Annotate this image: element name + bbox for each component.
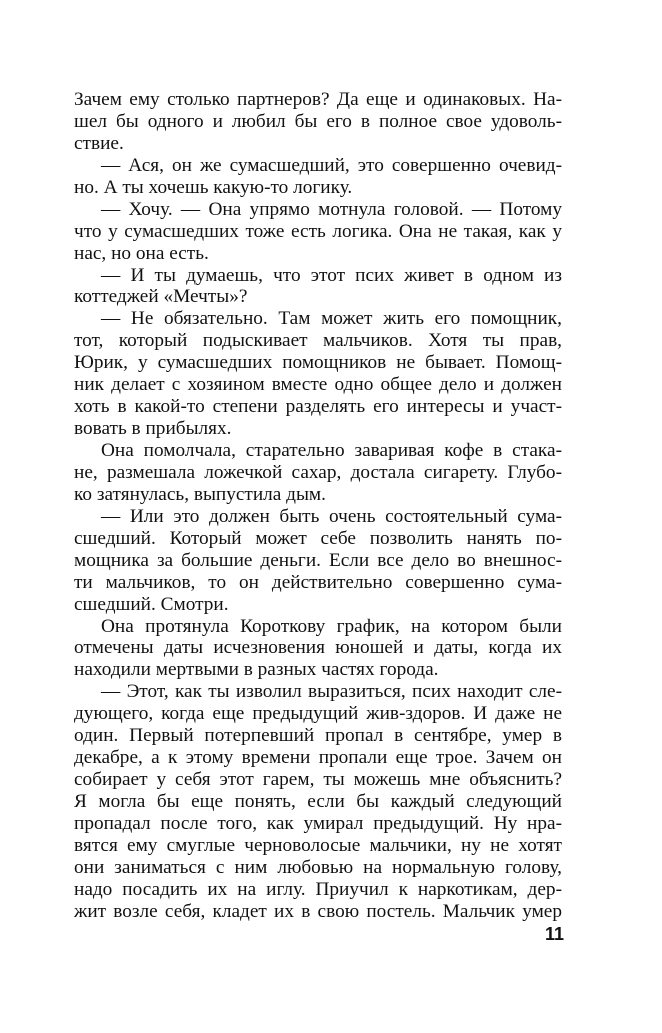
book-page-text bbox=[74, 89, 562, 923]
text-line: сшедший. Который может себе позволить нанять по- bbox=[74, 527, 562, 549]
text-line: вятся ему смуглые черноволосые мальчики, ну не хотят bbox=[74, 834, 562, 856]
text-line: шел бы одного и любил бы его в полное свое удоволь- bbox=[74, 110, 562, 132]
text-line: ник делает с хозяином вместе одно общее дело и должен bbox=[74, 374, 562, 396]
text-line: — Этот, как ты изволил выразиться, псих находит сле- bbox=[101, 681, 562, 703]
text-line: сшедший. Смотри. bbox=[74, 593, 229, 615]
text-line: дующего, когда еще предыдущий жив-здоров. И даже не bbox=[74, 703, 562, 725]
text-line: один. Первый потерпевший пропал в сентябре, умер в bbox=[74, 725, 562, 747]
text-line: — И ты думаешь, что этот псих живет в одном из bbox=[101, 264, 562, 286]
text-line: — Ася, он же сумасшедший, это совершенно очевид- bbox=[101, 154, 562, 176]
text-line: — Не обязательно. Там может жить его помощник, bbox=[101, 308, 562, 330]
text-line: Зачем ему столько партнеров? Да еще и одинаковых. На- bbox=[74, 89, 562, 110]
text-line: — Или это должен быть очень состоятельный сума- bbox=[101, 505, 562, 527]
page-number: 11 bbox=[544, 924, 564, 944]
text-line: ко затянулась, выпустила дым. bbox=[74, 483, 326, 505]
text-line: они заниматься с ним любовью на нормальную голову, bbox=[74, 856, 562, 878]
text-line: коттеджей «Мечты»? bbox=[74, 286, 248, 308]
text-line: Юрик, у сумасшедших помощников не бывает. Помощ- bbox=[74, 352, 562, 374]
text-line: Она протянула Короткову график, на котором были bbox=[101, 615, 562, 637]
text-line: Она помолчала, старательно заваривая кофе в стака- bbox=[101, 440, 562, 461]
text-line: — Хочу. — Она упрямо мотнула головой. — Потому bbox=[101, 198, 562, 220]
text-line: пропадал после того, как умирал предыдущий. Ну нра- bbox=[74, 812, 562, 834]
text-line: что у сумасшедших тоже есть логика. Она не такая, как у bbox=[74, 220, 562, 242]
text-line: не, размешала ложечкой сахар, достала сигарету. Глубо- bbox=[74, 461, 562, 483]
text-line: тот, который подыскивает мальчиков. Хотя ты прав, bbox=[74, 330, 562, 352]
text-line: хоть в какой-то степени разделять его интересы и участ- bbox=[74, 396, 562, 418]
text-line: надо посадить их на иглу. Приучил к наркотикам, дер- bbox=[74, 878, 562, 900]
text-line: собирает у себя этот гарем, ты можешь мне объяснить? bbox=[74, 769, 562, 791]
text-line: нас, но она есть. bbox=[74, 242, 209, 264]
text-line: но. А ты хочешь какую-то логику. bbox=[74, 176, 353, 198]
text-line: находили мертвыми в разных частях города. bbox=[74, 659, 439, 681]
text-line: ствие. bbox=[74, 132, 124, 154]
text-line: ти мальчиков, то он действительно совершенно сума- bbox=[74, 571, 562, 593]
text-line: вовать в прибылях. bbox=[74, 418, 232, 440]
text-line: мощника за большие деньги. Если все дело во внешнос- bbox=[74, 549, 562, 571]
text-line: декабре, а к этому времени пропали еще трое. Зачем он bbox=[74, 747, 562, 769]
text-line: Я могла бы еще понять, если бы каждый следующий bbox=[74, 791, 562, 812]
text-line: жит возле себя, кладет их в свою постель. Мальчик умер bbox=[74, 900, 562, 922]
text-line: отмечены даты исчезновения юношей и даты, когда их bbox=[74, 637, 562, 659]
